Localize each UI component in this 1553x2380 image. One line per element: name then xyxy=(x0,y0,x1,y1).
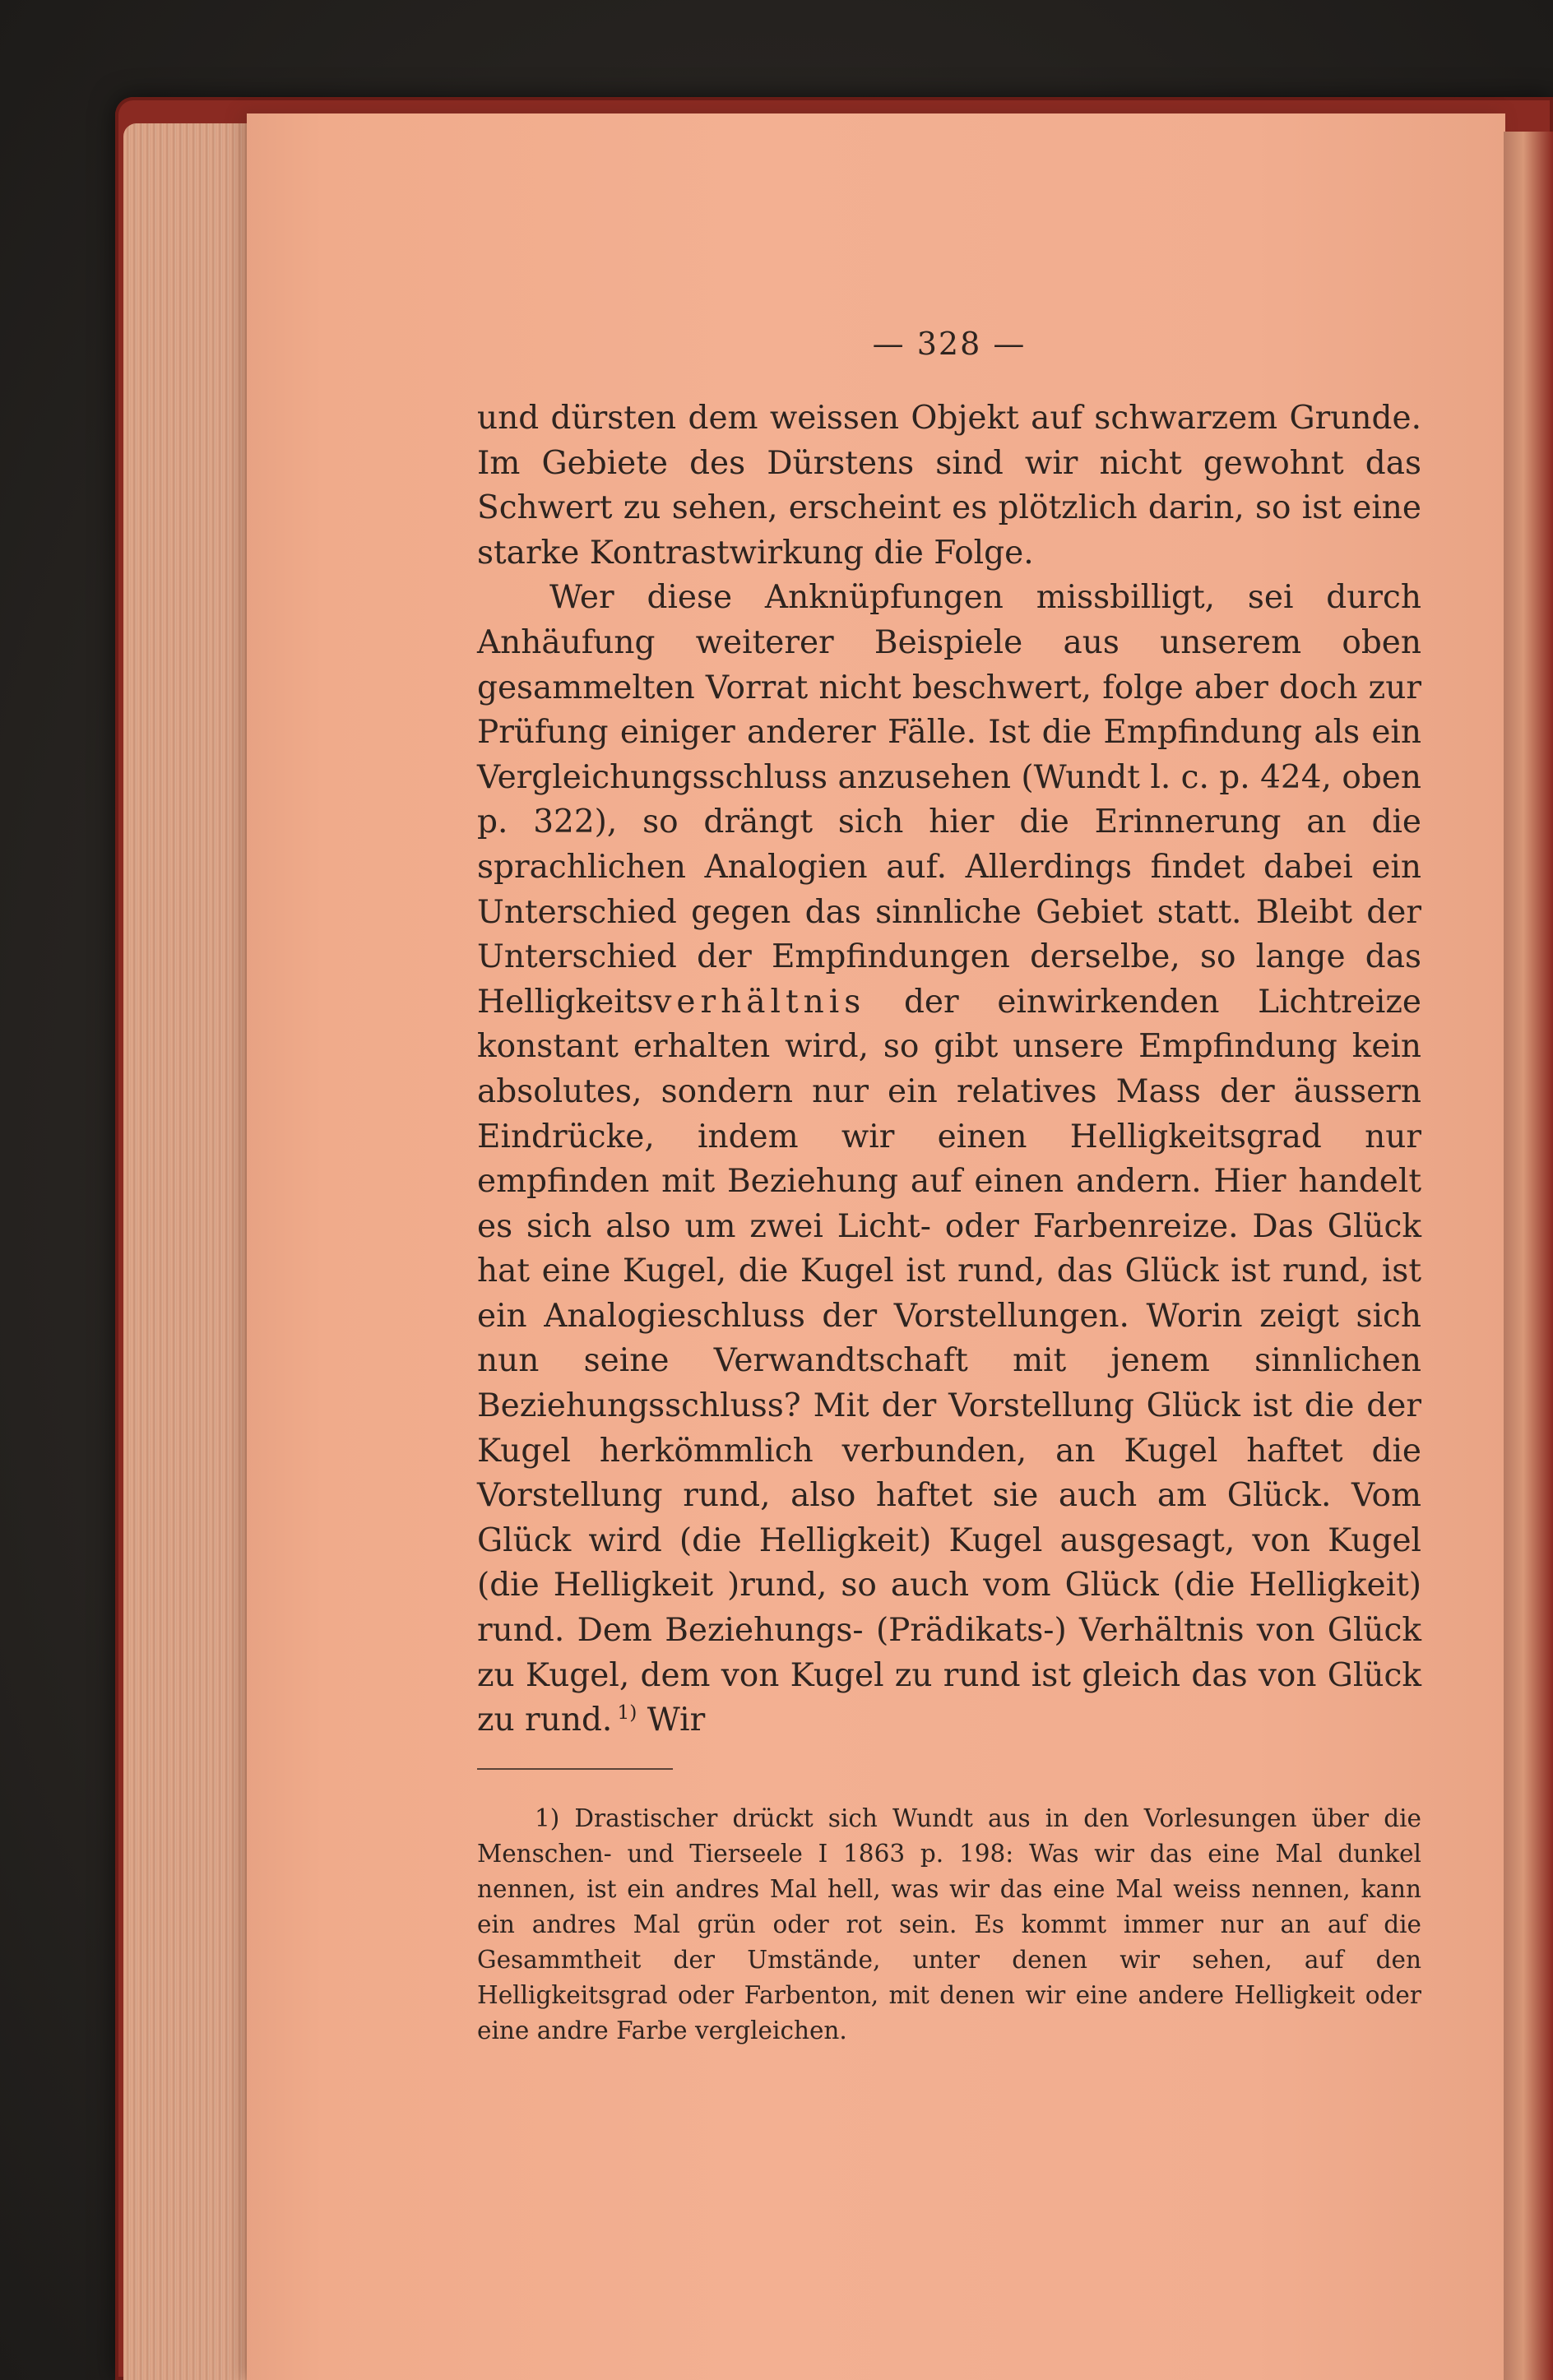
page-gutter-right xyxy=(1504,132,1553,2380)
paragraph-1: und dürsten dem weissen Objekt auf schwarzem Grunde. Im Gebiete des Dürstens sind wir nicht gewohnt das Schwert zu sehen, erscheint es plötzlich darin, so ist eine starke Kontrastwirkung die Folge. xyxy=(477,400,1421,572)
body-text xyxy=(477,396,1421,1743)
footnote-divider xyxy=(477,1768,673,1770)
spaced-word: verhältnis xyxy=(653,983,866,1021)
paragraph-2 xyxy=(477,576,1421,1743)
footnote-marker: 1) xyxy=(535,1804,560,1832)
page-number: — 328 — xyxy=(872,326,1027,362)
paragraph-2-part-a: Wer diese Anknüpfungen missbilligt, sei durch Anhäufung weiterer Beispiele aus unserem oben gesammelten Vorrat nicht beschwert, folge aber doch zur Prüfung einiger anderer Fälle. Ist die Empfindung als ein Vergleichungsschluss anzusehen (Wundt l. c. p. 424, oben p. 322), so drängt sich hier die Erinnerung an die sprachlichen Analogien auf. Allerdings findet dabei ein Unterschied gegen das sinnliche Gebiet statt. Bleibt der Unterschied der Empfindungen derselbe, so lange das Helligkeits xyxy=(477,579,1421,1021)
footnote-reference: 1) xyxy=(617,1701,637,1725)
footnotes xyxy=(477,1801,1421,2049)
footnote-text: Drastischer drückt sich Wundt aus in den Vorlesungen über die Menschen- und Tierseele I 1863 p. 198: Was wir das eine Mal dunkel nennen, ist ein andres Mal hell, was wir das eine Mal weiss nennen, kann ein andres Mal grün oder rot sein. Es kommt immer nur an auf die Gesammtheit der Umstände, unter denen wir sehen, auf den Helligkeitsgrad oder Farbenton, mit denen wir eine andere Helligkeit oder eine andre Farbe vergleichen. xyxy=(477,1804,1421,2044)
paragraph-2-end: Wir xyxy=(637,1702,706,1739)
paragraph-2-part-b: der einwirkenden Lichtreize konstant erhalten wird, so gibt unsere Empfindung kein absolutes, sondern nur ein relatives Mass der äussern Eindrücke, indem wir einen Helligkeitsgrad nur empfinden mit Beziehung auf einen andern. Hier handelt es sich also um zwei Licht- oder Farbenreize. Das Glück hat eine Kugel, die Kugel ist rund, das Glück ist rund, ist ein Analogieschluss der Vorstellungen. Worin zeigt sich nun seine Verwandtschaft mit jenem sinnlichen Beziehungsschluss? Mit der Vorstellung Glück ist die der Kugel herkömmlich verbunden, an Kugel haftet die Vorstellung rund, also haftet sie auch am Glück. Vom Glück wird (die Helligkeit) Kugel ausgesagt, von Kugel (die Helligkeit )rund, so auch vom Glück (die Helligkeit) rund. Dem Beziehungs- (Prädikats-) Verhältnis von Glück zu Kugel, dem von Kugel zu rund ist gleich das von Glück zu rund. xyxy=(477,983,1421,1739)
page-text-block xyxy=(477,327,1421,2049)
footnote-1 xyxy=(477,1801,1421,2049)
